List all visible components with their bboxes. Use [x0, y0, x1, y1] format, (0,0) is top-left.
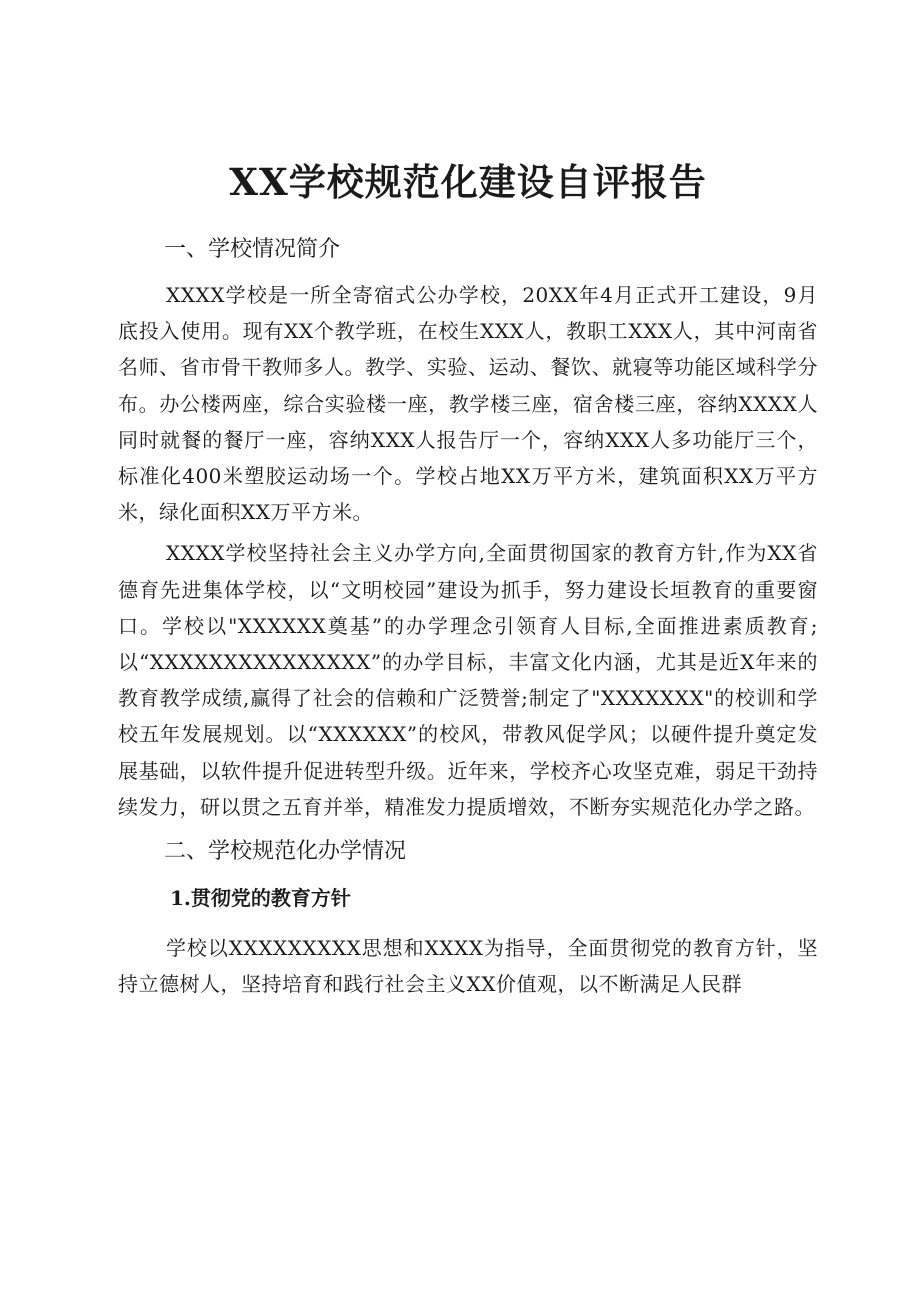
section-2-paragraph-1: 学校以XXXXXXXXX思想和XXXX为指导，全面贯彻党的教育方针，坚持立德树人，坚持培育和践行社会主义XX价值观，以不断满足人民群	[118, 936, 818, 997]
section-1-paragraph-1: XXXX学校是一所全寄宿式公办学校，20XX年4月正式开工建设，9月底投入使用。现有XX个教学班，在校生XXX人，教职工XXX人，其中河南省名师、省市骨干教师多人。教学、实验、运动、餐饮、就寝等功能区域科学分布。办公楼两座，综合实验楼一座，教学楼三座，宿舍楼三座，容纳XXXX人同时就餐的餐厅一座，容纳XXX人报告厅一个，容纳XXX人多功能厅三个，标准化400米塑胶运动场一个。学校占地XX万平方米，建筑面积XX万平方米，绿化面积XX万平方米。	[118, 283, 818, 525]
section-1-paragraph-2: XXXX学校坚持社会主义办学方向,全面贯彻国家的教育方针,作为XX省德育先进集体学校，以“文明校园”建设为抓手，努力建设长垣教育的重要窗口。学校以"XXXXXX奠基”的办学理念引领育人目标,全面推进素质教育;以“XXXXXXXXXXXXXXX”的办学目标，丰富文化内涵，尤其是近X年来的教育教学成绩,赢得了社会的信赖和广泛赞誉;制定了"XXXXXXX"的校训和学校五年发展规划。以“XXXXXX”的校风，带教风促学风；以硬件提升奠定发展基础，以软件提升促进转型升级。近年来，学校齐心攻坚克难，弱足干劲持续发力，研以贯之五育并举，精准发力提质增效，不断夯实规范化办学之路。	[118, 541, 818, 819]
document-page	[118, 150, 818, 1007]
section-2-heading: 二、学校规范化办学情况	[164, 839, 407, 865]
document-title: XX学校规范化建设自评报告	[229, 160, 707, 204]
section-2-subheading-1: 1.贯彻党的教育方针	[170, 886, 351, 911]
section-1-heading: 一、学校情况简介	[164, 237, 341, 262]
